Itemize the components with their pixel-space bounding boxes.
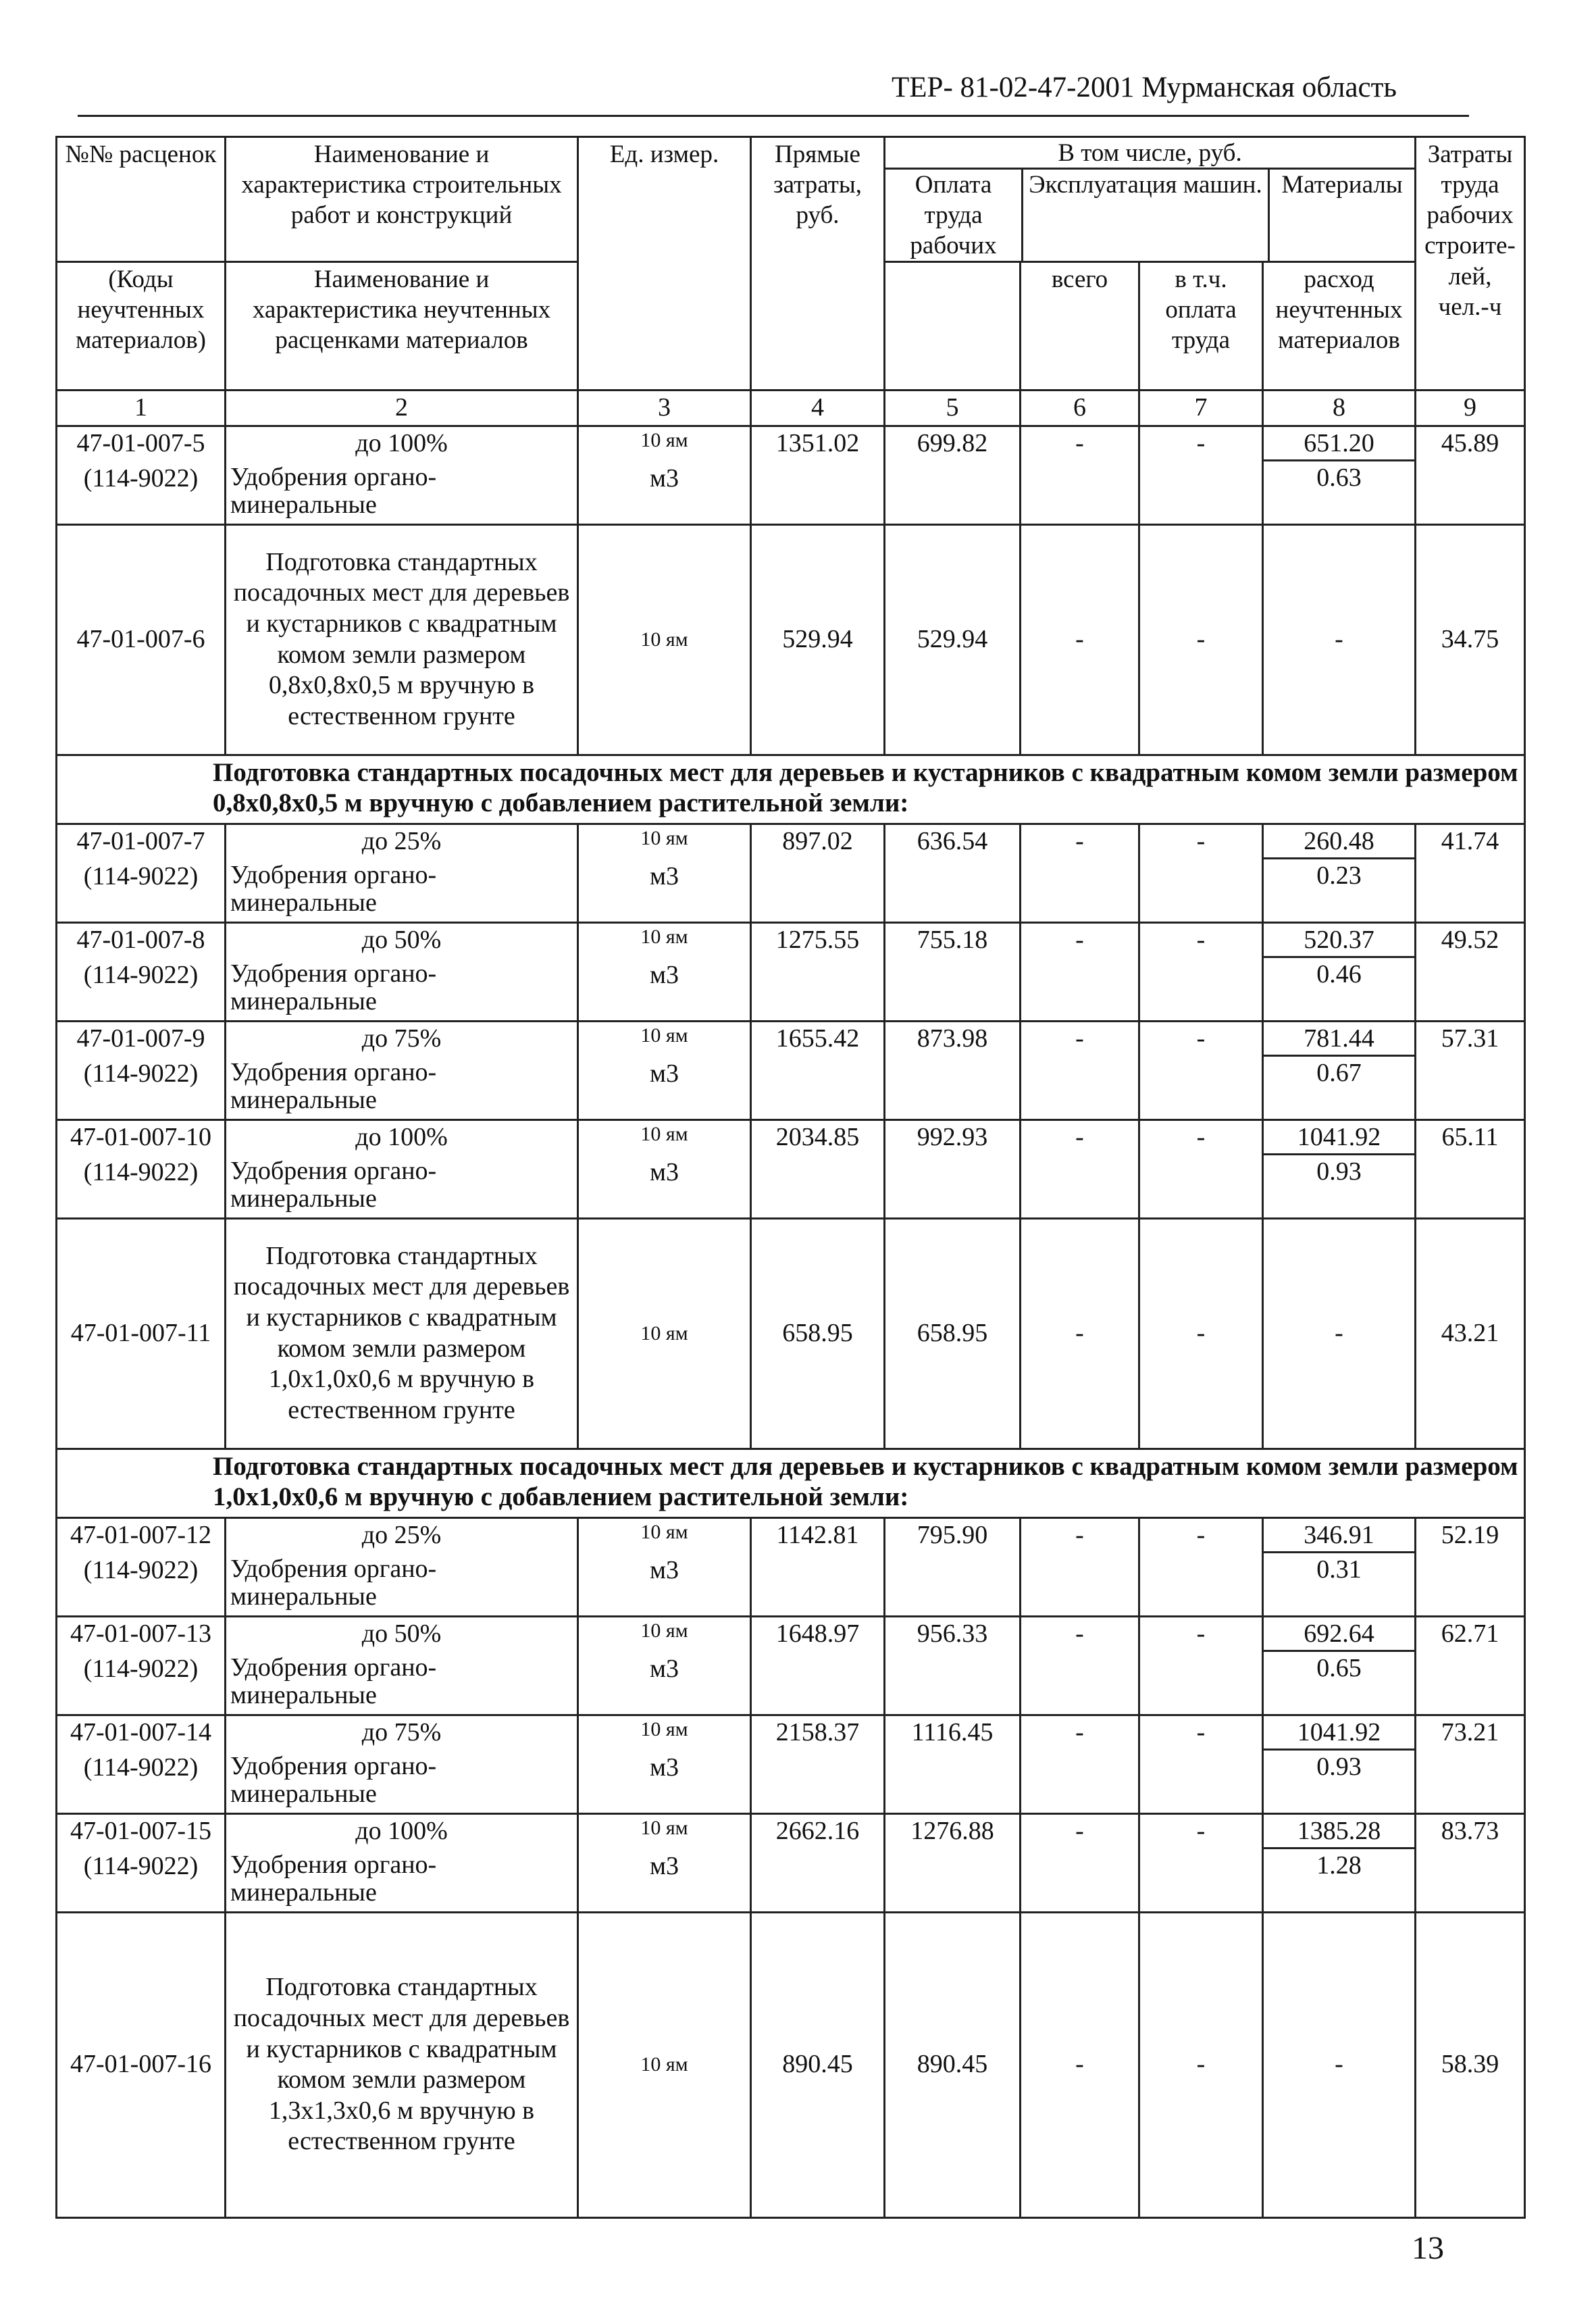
labor-cost: 57.31 xyxy=(1416,1021,1525,1120)
name-cell xyxy=(226,1021,578,1120)
material-quantity: 0.65 xyxy=(1316,1653,1362,1682)
machines-total: - xyxy=(1021,1021,1139,1120)
rate-code-cell xyxy=(57,426,226,524)
materials: - xyxy=(1263,1218,1416,1449)
rate-code: 47-01-007-9 xyxy=(76,1024,205,1053)
page-number: 13 xyxy=(1412,2230,1444,2266)
rate-code-cell xyxy=(57,1517,226,1616)
material-unit: м3 xyxy=(649,1753,679,1782)
rate-code: 47-01-007-8 xyxy=(76,925,205,954)
labor-pay: 1276.88 xyxy=(885,1813,1021,1912)
labor-cost: 43.21 xyxy=(1416,1218,1525,1449)
unit: 10 ям xyxy=(640,1520,688,1543)
labor-cost: 45.89 xyxy=(1416,426,1525,524)
rate-item-row xyxy=(57,1616,1525,1715)
header-name: Наименование и характеристика строительных работ и конструкций xyxy=(226,137,578,262)
material-name: Удобрения органо-минеральные xyxy=(230,1554,437,1611)
rate-item-row xyxy=(57,1120,1525,1218)
col-num: 1 xyxy=(57,391,226,426)
material-code: (114-9022) xyxy=(83,463,199,493)
col-num: 9 xyxy=(1416,391,1525,426)
machines-labor: - xyxy=(1139,426,1263,524)
machines-labor: - xyxy=(1139,1715,1263,1813)
rate-code-cell xyxy=(57,922,226,1021)
work-item-row xyxy=(57,1912,1525,2217)
section-heading: Подготовка стандартных посадочных мест для деревьев и кустарников с квадратным комом земли размером 1,0х1,0х0,6 м вручную с добавлением растительной земли: xyxy=(57,1449,1525,1517)
rate-code: 47-01-007-14 xyxy=(70,1717,211,1746)
material-quantity: 0.46 xyxy=(1316,959,1362,988)
machines-labor: - xyxy=(1139,1218,1263,1449)
rates-table-wrapper xyxy=(55,136,1524,2219)
header-labor-pay: Оплата труда рабочих xyxy=(885,170,1023,261)
material-quantity: 0.23 xyxy=(1316,861,1362,890)
rate-item-row xyxy=(57,1715,1525,1813)
unit: 10 ям xyxy=(640,1717,688,1740)
rate-item-row xyxy=(57,824,1525,922)
material-unit: м3 xyxy=(649,1555,679,1584)
header-rule xyxy=(78,115,1469,117)
material-unit: м3 xyxy=(649,463,679,493)
unit: 10 ям xyxy=(640,1122,688,1145)
unit: 10 ям xyxy=(578,1218,751,1449)
header-code-sub: (Коды неучтенных материалов) xyxy=(57,262,226,391)
header-including-group xyxy=(885,137,1416,262)
material-unit: м3 xyxy=(649,1157,679,1186)
header-machines: Эксплуатация машин. xyxy=(1023,170,1270,261)
machines-labor: - xyxy=(1139,1912,1263,2217)
machines-labor: - xyxy=(1139,1813,1263,1912)
labor-cost: 62.71 xyxy=(1416,1616,1525,1715)
labor-pay: 795.90 xyxy=(885,1517,1021,1616)
header-code: №№ расценок xyxy=(57,137,226,262)
rate-item-row xyxy=(57,1517,1525,1616)
materials-cell xyxy=(1263,426,1416,524)
machines-labor: - xyxy=(1139,1021,1263,1120)
rate-item-row xyxy=(57,426,1525,524)
header-blank-labor-pay xyxy=(885,262,1021,391)
direct-costs: 1648.97 xyxy=(751,1616,885,1715)
name-cell xyxy=(226,1813,578,1912)
machines-labor: - xyxy=(1139,922,1263,1021)
labor-pay: 1116.45 xyxy=(885,1715,1021,1813)
labor-cost: 52.19 xyxy=(1416,1517,1525,1616)
direct-costs: 2158.37 xyxy=(751,1715,885,1813)
header-unit: Ед. измер. xyxy=(578,137,751,391)
material-code: (114-9022) xyxy=(83,1555,199,1584)
header-row-top xyxy=(57,137,1525,262)
material-code: (114-9022) xyxy=(83,861,199,890)
rate-code-cell xyxy=(57,1813,226,1912)
material-unit: м3 xyxy=(649,1851,679,1880)
rate-code: 47-01-007-15 xyxy=(70,1816,211,1845)
rate-item-row xyxy=(57,1813,1525,1912)
labor-pay: 992.93 xyxy=(885,1120,1021,1218)
machines-labor: - xyxy=(1139,1517,1263,1616)
machines-labor: - xyxy=(1139,1616,1263,1715)
materials-cell xyxy=(1263,922,1416,1021)
work-item-row xyxy=(57,1218,1525,1449)
materials: 1041.92 xyxy=(1264,1121,1414,1155)
unit: 10 ям xyxy=(640,1816,688,1839)
rate-name: до 75% xyxy=(361,1024,442,1053)
machines-total: - xyxy=(1021,1120,1139,1218)
materials-cell xyxy=(1263,1120,1416,1218)
name-cell xyxy=(226,1517,578,1616)
machines-total: - xyxy=(1021,824,1139,922)
material-quantity: 1.28 xyxy=(1316,1851,1362,1880)
rate-code: 47-01-007-11 xyxy=(57,1218,226,1449)
unit: 10 ям xyxy=(640,1024,688,1047)
rate-code-cell xyxy=(57,1120,226,1218)
unit-cell xyxy=(578,1715,751,1813)
rate-code: 47-01-007-5 xyxy=(76,428,205,457)
labor-cost: 83.73 xyxy=(1416,1813,1525,1912)
materials-cell xyxy=(1263,1517,1416,1616)
material-name: Удобрения органо-минеральные xyxy=(230,1156,437,1213)
header-machines-labor: в т.ч. оплата труда xyxy=(1139,262,1263,391)
labor-cost: 65.11 xyxy=(1416,1120,1525,1218)
materials: 520.37 xyxy=(1264,924,1414,958)
direct-costs: 897.02 xyxy=(751,824,885,922)
col-num: 4 xyxy=(751,391,885,426)
name-cell xyxy=(226,426,578,524)
machines-total: - xyxy=(1021,1813,1139,1912)
unit: 10 ям xyxy=(578,1912,751,2217)
material-name: Удобрения органо-минеральные xyxy=(230,1057,437,1115)
col-num: 6 xyxy=(1021,391,1139,426)
materials: 260.48 xyxy=(1264,825,1414,859)
direct-costs: 529.94 xyxy=(751,524,885,755)
materials-cell xyxy=(1263,1813,1416,1912)
labor-cost: 34.75 xyxy=(1416,524,1525,755)
rate-name: до 75% xyxy=(361,1717,442,1746)
header-machines-total: всего xyxy=(1021,262,1139,391)
column-numbers-row xyxy=(57,391,1525,426)
unit: 10 ям xyxy=(640,826,688,849)
direct-costs: 1655.42 xyxy=(751,1021,885,1120)
material-name: Удобрения органо-минеральные xyxy=(230,959,437,1016)
material-code: (114-9022) xyxy=(83,1851,199,1880)
material-name: Удобрения органо-минеральные xyxy=(230,1850,437,1907)
rate-item-row xyxy=(57,1021,1525,1120)
direct-costs: 2662.16 xyxy=(751,1813,885,1912)
rate-name: до 50% xyxy=(361,1619,442,1648)
work-description: Подготовка стандартных посадочных мест для деревьев и кустарников с квадратным комом земли размером 0,8х0,8х0,5 м вручную в естественном грунте xyxy=(226,524,578,755)
material-name: Удобрения органо-минеральные xyxy=(230,1653,437,1710)
rate-code: 47-01-007-12 xyxy=(70,1520,211,1549)
work-item-row xyxy=(57,524,1525,755)
material-code: (114-9022) xyxy=(83,1157,199,1186)
work-description: Подготовка стандартных посадочных мест для деревьев и кустарников с квадратным комом земли размером 1,3х1,3х0,6 м вручную в естественном грунте xyxy=(226,1912,578,2217)
rate-item-row xyxy=(57,922,1525,1021)
header-including: В том числе, руб. xyxy=(885,138,1414,170)
col-num: 5 xyxy=(885,391,1021,426)
unit: 10 ям xyxy=(640,428,688,451)
rate-code: 47-01-007-6 xyxy=(57,524,226,755)
material-unit: м3 xyxy=(649,1654,679,1683)
material-code: (114-9022) xyxy=(83,1753,199,1782)
machines-labor: - xyxy=(1139,1120,1263,1218)
rate-name: до 100% xyxy=(355,1816,448,1845)
materials: - xyxy=(1263,1912,1416,2217)
labor-pay: 873.98 xyxy=(885,1021,1021,1120)
header-materials-sub: расход неучтенных материалов xyxy=(1263,262,1416,391)
material-quantity: 0.63 xyxy=(1316,463,1362,492)
section-heading-row xyxy=(57,755,1525,824)
name-cell xyxy=(226,1120,578,1218)
direct-costs: 890.45 xyxy=(751,1912,885,2217)
material-code: (114-9022) xyxy=(83,960,199,989)
header-labor-cost: Затраты труда рабочих строите-лей, чел.-ч xyxy=(1416,137,1525,391)
labor-pay: 636.54 xyxy=(885,824,1021,922)
material-unit: м3 xyxy=(649,960,679,989)
unit-cell xyxy=(578,1616,751,1715)
unit-cell xyxy=(578,426,751,524)
unit: 10 ям xyxy=(640,925,688,948)
rate-name: до 100% xyxy=(355,1122,448,1151)
machines-total: - xyxy=(1021,1218,1139,1449)
name-cell xyxy=(226,922,578,1021)
section-heading-row xyxy=(57,1449,1525,1517)
rate-name: до 100% xyxy=(355,428,448,457)
materials-cell xyxy=(1263,1616,1416,1715)
rates-table-body xyxy=(57,137,1525,2218)
machines-total: - xyxy=(1021,1912,1139,2217)
unit: 10 ям xyxy=(640,1619,688,1642)
header-materials: Материалы xyxy=(1281,171,1403,199)
col-num: 8 xyxy=(1263,391,1416,426)
direct-costs: 1275.55 xyxy=(751,922,885,1021)
machines-total: - xyxy=(1021,1517,1139,1616)
labor-pay: 529.94 xyxy=(885,524,1021,755)
machines-total: - xyxy=(1021,426,1139,524)
machines-total: - xyxy=(1021,1715,1139,1813)
material-quantity: 0.93 xyxy=(1316,1157,1362,1186)
direct-costs: 1142.81 xyxy=(751,1517,885,1616)
unit-cell xyxy=(578,1813,751,1912)
name-cell xyxy=(226,1616,578,1715)
materials-cell xyxy=(1263,824,1416,922)
rate-name: до 25% xyxy=(361,1520,442,1549)
materials: 781.44 xyxy=(1264,1022,1414,1057)
material-quantity: 0.67 xyxy=(1316,1058,1362,1087)
col-num: 7 xyxy=(1139,391,1263,426)
labor-cost: 73.21 xyxy=(1416,1715,1525,1813)
labor-cost: 58.39 xyxy=(1416,1912,1525,2217)
material-unit: м3 xyxy=(649,1059,679,1088)
unit-cell xyxy=(578,1120,751,1218)
rate-name: до 25% xyxy=(361,826,442,855)
rate-name: до 50% xyxy=(361,925,442,954)
material-quantity: 0.93 xyxy=(1316,1752,1362,1781)
rate-code-cell xyxy=(57,1021,226,1120)
col-num: 3 xyxy=(578,391,751,426)
name-cell xyxy=(226,824,578,922)
section-heading: Подготовка стандартных посадочных мест для деревьев и кустарников с квадратным комом земли размером 0,8х0,8х0,5 м вручную с добавлением растительной земли: xyxy=(57,755,1525,824)
unit-cell xyxy=(578,1517,751,1616)
rate-code: 47-01-007-16 xyxy=(57,1912,226,2217)
col-num: 2 xyxy=(226,391,578,426)
materials: 1385.28 xyxy=(1264,1815,1414,1849)
unit: 10 ям xyxy=(578,524,751,755)
labor-pay: 699.82 xyxy=(885,426,1021,524)
header-including-sub xyxy=(885,170,1414,261)
material-name: Удобрения органо-минеральные xyxy=(230,1751,437,1809)
unit-cell xyxy=(578,922,751,1021)
rate-code: 47-01-007-10 xyxy=(70,1122,211,1151)
materials: 1041.92 xyxy=(1264,1716,1414,1751)
rate-code: 47-01-007-13 xyxy=(70,1619,211,1648)
name-cell xyxy=(226,1715,578,1813)
direct-costs: 2034.85 xyxy=(751,1120,885,1218)
direct-costs: 1351.02 xyxy=(751,426,885,524)
machines-total: - xyxy=(1021,524,1139,755)
header-name-sub: Наименование и характеристика неучтенных расценками материалов xyxy=(226,262,578,391)
unit-cell xyxy=(578,1021,751,1120)
machines-total: - xyxy=(1021,922,1139,1021)
materials: 692.64 xyxy=(1264,1617,1414,1652)
rate-code: 47-01-007-7 xyxy=(76,826,205,855)
material-unit: м3 xyxy=(649,861,679,890)
labor-pay: 755.18 xyxy=(885,922,1021,1021)
material-quantity: 0.31 xyxy=(1316,1555,1362,1584)
rate-code-cell xyxy=(57,1616,226,1715)
rates-table xyxy=(55,136,1526,2219)
labor-pay: 956.33 xyxy=(885,1616,1021,1715)
materials-cell xyxy=(1263,1715,1416,1813)
machines-labor: - xyxy=(1139,824,1263,922)
rate-code-cell xyxy=(57,824,226,922)
unit-cell xyxy=(578,824,751,922)
materials-cell xyxy=(1263,1021,1416,1120)
labor-cost: 49.52 xyxy=(1416,922,1525,1021)
direct-costs: 658.95 xyxy=(751,1218,885,1449)
material-name: Удобрения органо-минеральные xyxy=(230,462,437,520)
materials: 651.20 xyxy=(1264,427,1414,461)
labor-cost: 41.74 xyxy=(1416,824,1525,922)
materials: 346.91 xyxy=(1264,1519,1414,1553)
page-header: ТЕР- 81-02-47-2001 Мурманская область xyxy=(892,72,1397,103)
materials: - xyxy=(1263,524,1416,755)
material-code: (114-9022) xyxy=(83,1654,199,1683)
material-code: (114-9022) xyxy=(83,1059,199,1088)
rate-code-cell xyxy=(57,1715,226,1813)
header-direct-costs: Прямые затраты, руб. xyxy=(751,137,885,391)
machines-labor: - xyxy=(1139,524,1263,755)
work-description: Подготовка стандартных посадочных мест для деревьев и кустарников с квадратным комом земли размером 1,0х1,0х0,6 м вручную в естественном грунте xyxy=(226,1218,578,1449)
labor-pay: 890.45 xyxy=(885,1912,1021,2217)
material-name: Удобрения органо-минеральные xyxy=(230,860,437,917)
machines-total: - xyxy=(1021,1616,1139,1715)
labor-pay: 658.95 xyxy=(885,1218,1021,1449)
